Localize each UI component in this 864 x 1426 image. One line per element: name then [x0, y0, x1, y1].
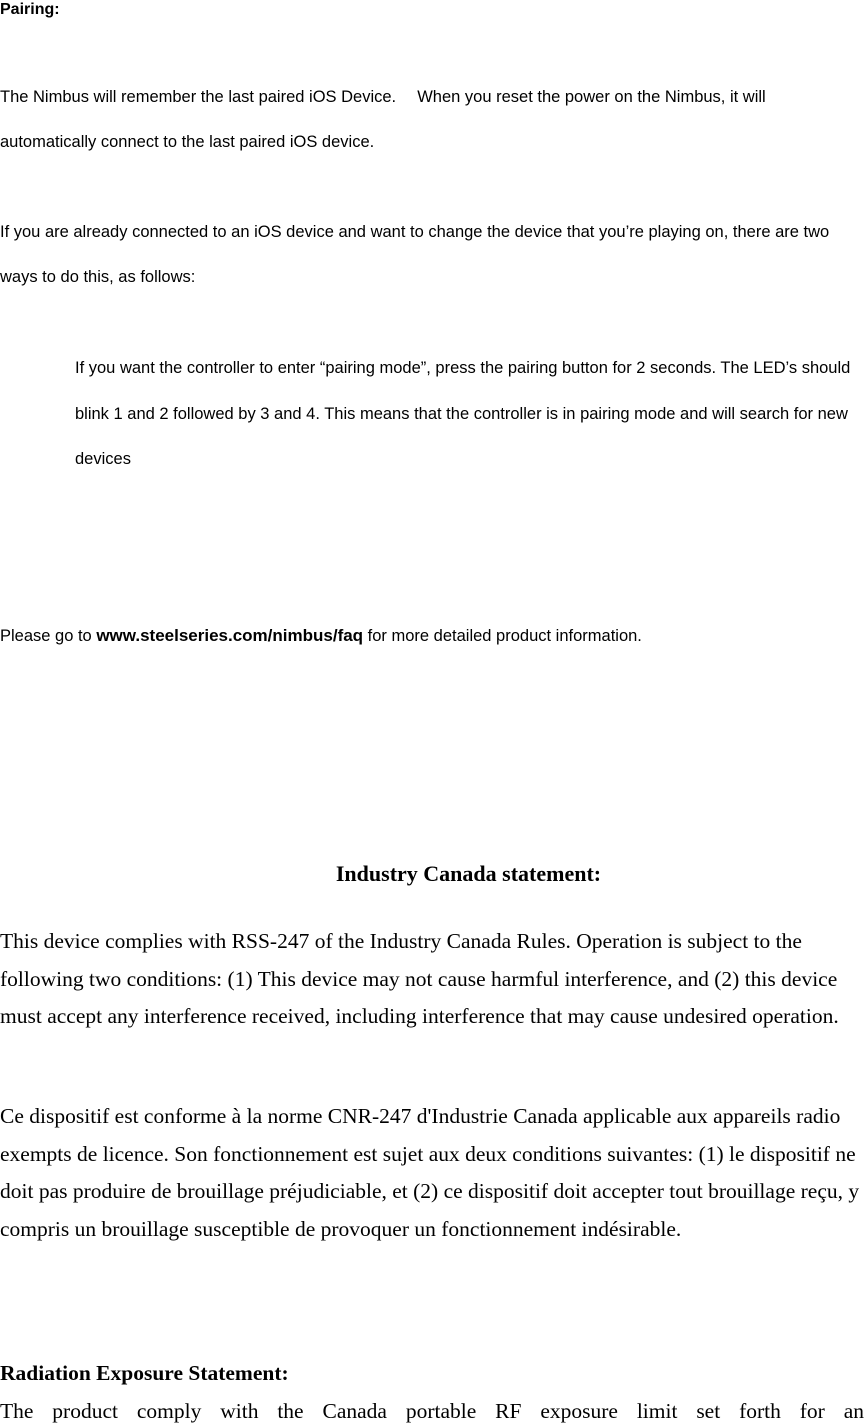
pairing-paragraph-memory: The Nimbus will remember the last paired iOS Device. When you reset the power on the Nimbus, it will automatically connect to the last paired iOS device. — [0, 88, 766, 151]
industry-canada-english: This device complies with RSS-247 of the Industry Canada Rules. Operation is subject to the following two conditions: (1) This device may not cause harmful interference, and (2) this device must accept any interference received, including interference that may cause undesired operation. — [0, 929, 839, 1029]
radiation-body: The product comply with the Canada portable RF exposure limit set forth for an — [0, 1399, 864, 1423]
radiation-title: Radiation Exposure Statement: — [0, 1361, 289, 1385]
faq-line — [0, 622, 642, 650]
pairing-paragraph-change-device: If you are already connected to an iOS device and want to change the device that you’re playing on, there are two ways to do this, as follows: — [0, 223, 830, 286]
industry-canada-title: Industry Canada statement: — [335, 861, 602, 886]
faq-link[interactable]: www.steelseries.com/nimbus/faq — [96, 626, 364, 645]
faq-prefix: Please go to — [0, 627, 97, 645]
pairing-heading: Pairing: — [0, 1, 60, 18]
industry-canada-french: Ce dispositif est conforme à la norme CNR-247 d'Industrie Canada applicable aux appareils radio exempts de licence. Son fonctionnement est sujet aux deux conditions suivantes: (1) le dispositif ne doit pas produire de brouillage préjudiciable, et (2) ce dispositif doit accepter tout brouillage reçu, y compris un brouillage susceptible de provoquer un fonctionnement indésirable. — [0, 1104, 860, 1241]
pairing-mode-instructions: If you want the controller to enter “pairing mode”, press the pairing button for 2 seconds. The LED’s should blink 1 and 2 followed by 3 and 4. This means that the controller is in pairing mode and will search for new devices — [75, 359, 851, 468]
faq-suffix: for more detailed product information. — [363, 627, 642, 645]
